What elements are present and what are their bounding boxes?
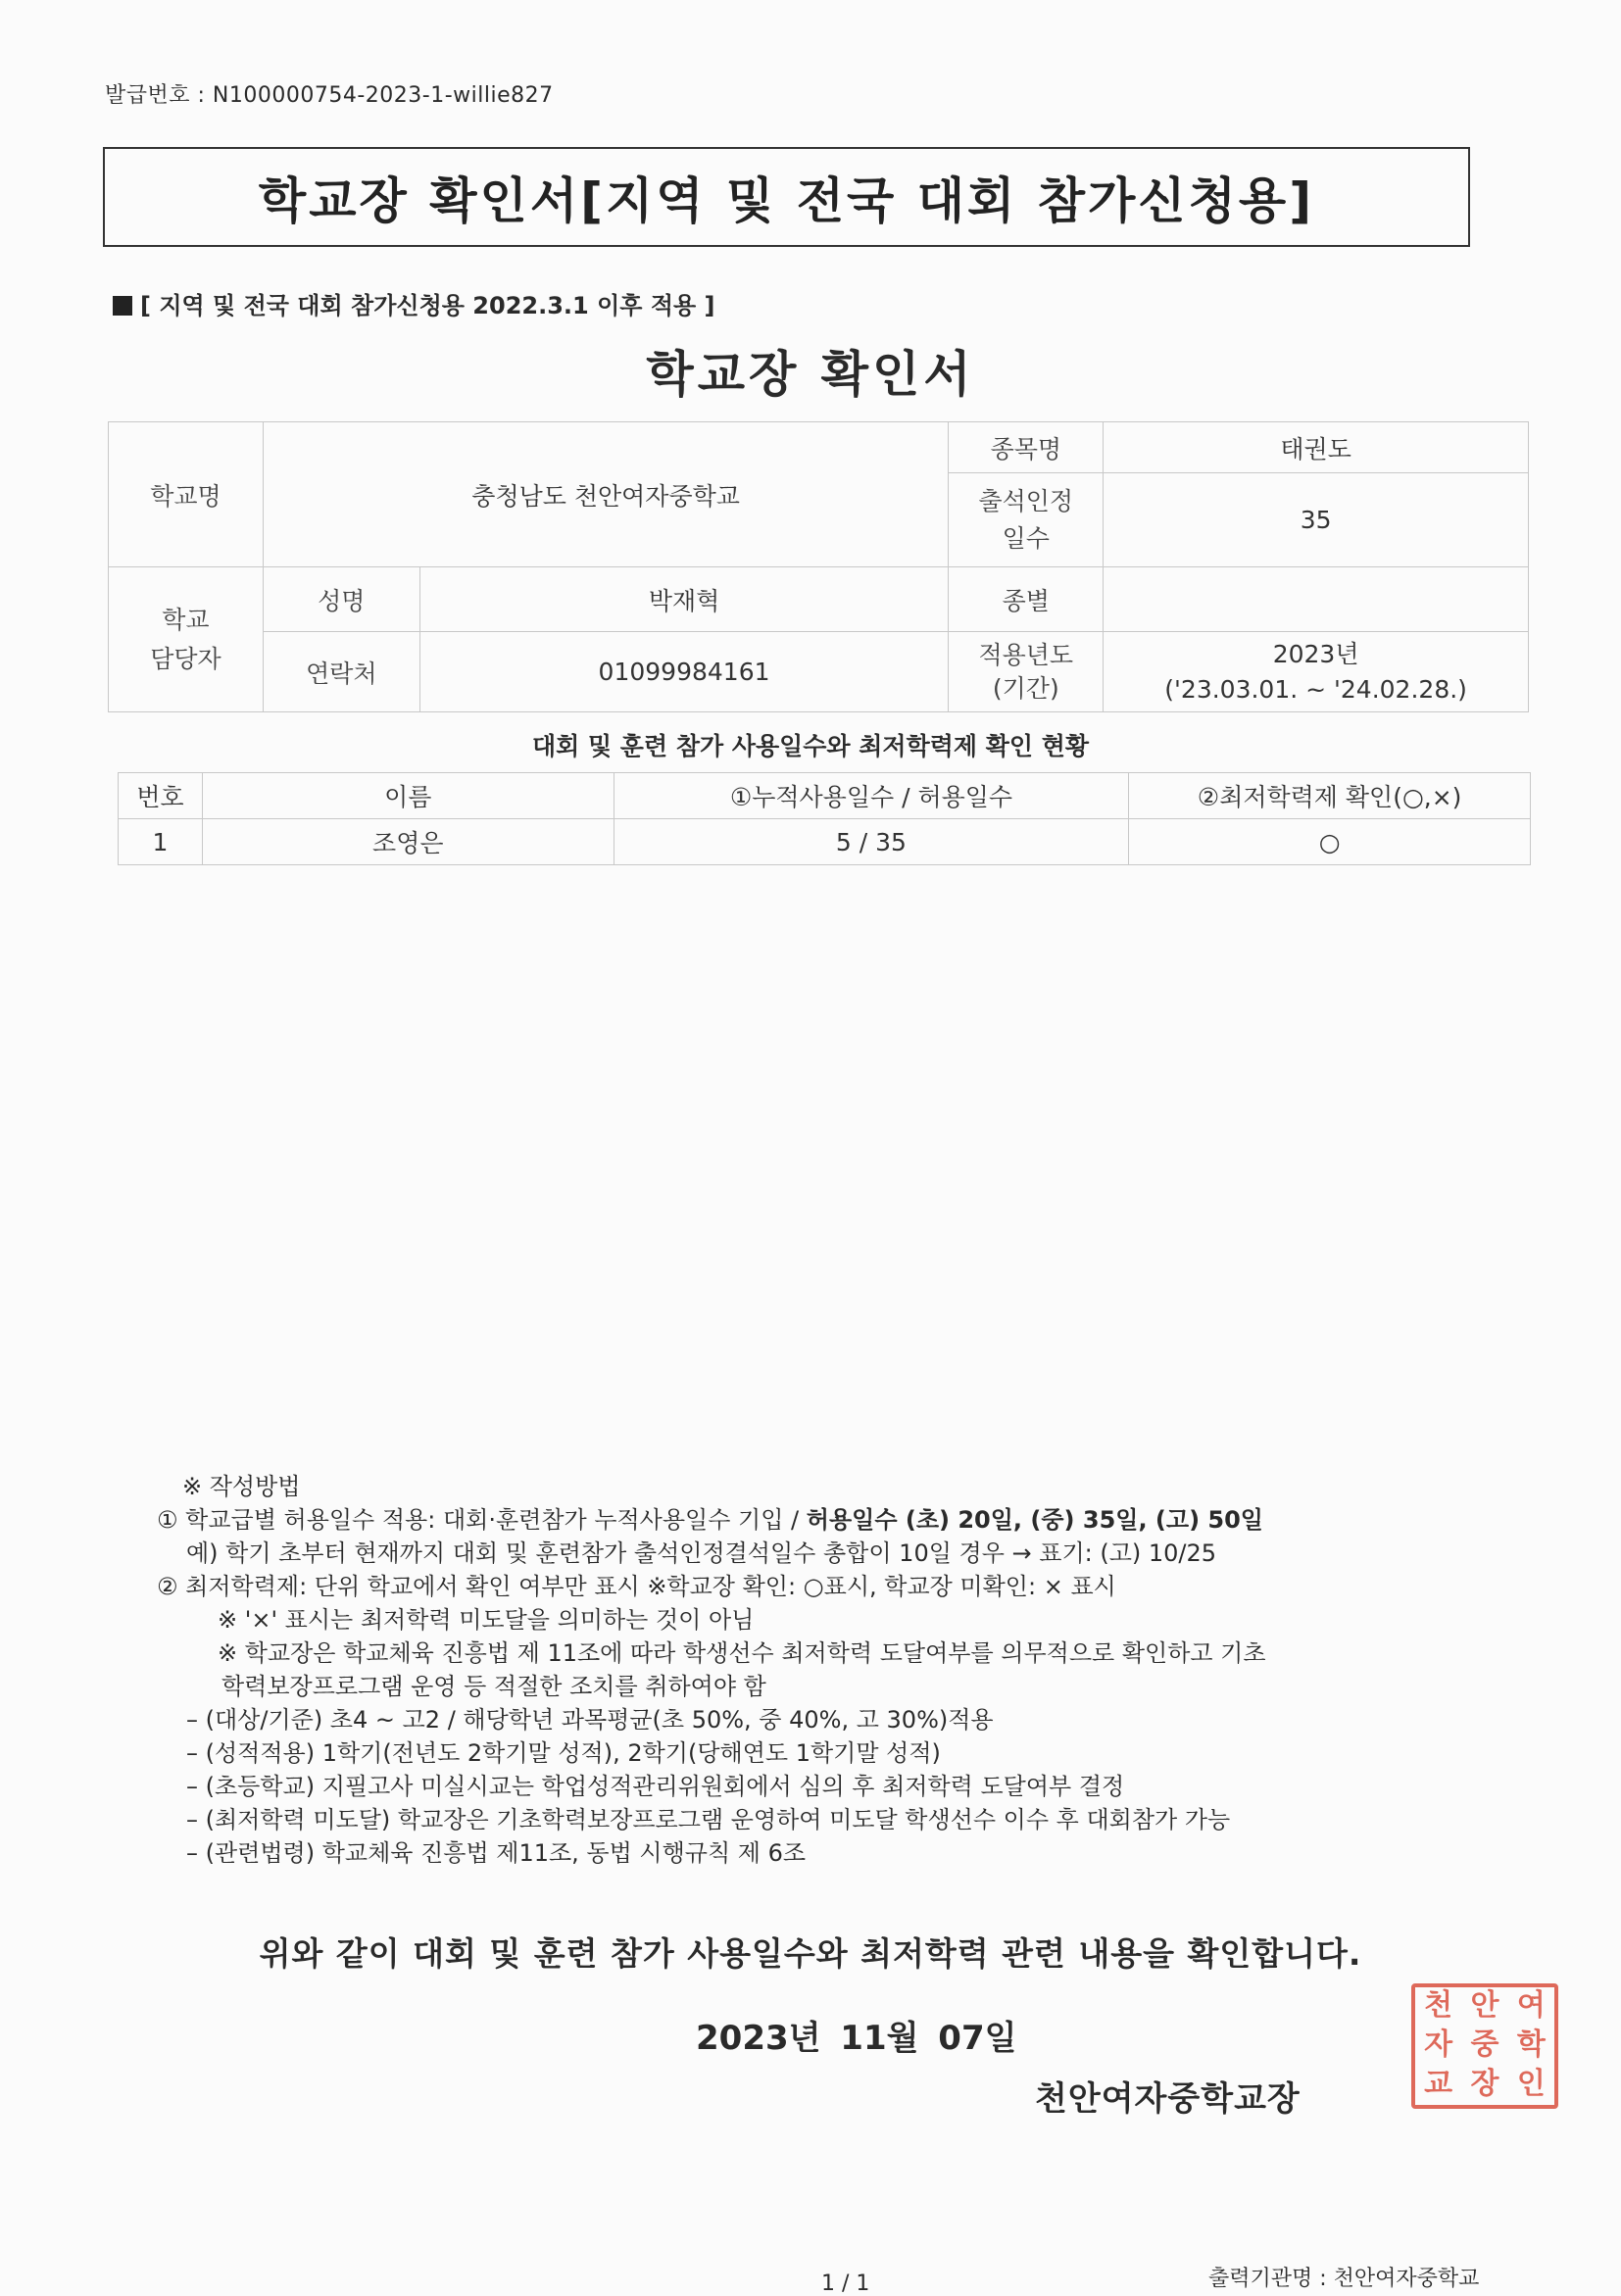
contact-value: 01099984161 xyxy=(419,632,949,712)
attendance-days-label xyxy=(949,473,1104,567)
method-line1-bold: 허용일수 (초) 20일, (중) 35일, (고) 50일 xyxy=(806,1506,1263,1534)
official-seal xyxy=(1411,1983,1558,2109)
table-row xyxy=(119,819,1531,865)
seal-char: 교 xyxy=(1424,2067,1453,2101)
seal-char: 자 xyxy=(1424,2027,1453,2062)
document-title-text: 학교장 확인서[지역 및 전국 대회 참가신청용] xyxy=(258,172,1315,229)
attendance-days-value: 35 xyxy=(1104,473,1529,567)
issue-date: 2023년 11월 07일 xyxy=(696,2019,1017,2058)
method-line xyxy=(157,1503,1266,1537)
contact-label: 연락처 xyxy=(263,632,419,712)
method-line1-text: ① 학교급별 허용일수 적용: 대회·훈련참가 누적사용일수 기입 / xyxy=(157,1506,807,1534)
manager-label xyxy=(109,567,264,712)
seal-char: 천 xyxy=(1424,1988,1453,2023)
manager-name-value: 박재혁 xyxy=(419,567,949,632)
row-name: 조영은 xyxy=(202,819,614,865)
event-label: 종목명 xyxy=(949,422,1104,473)
header-days: ①누적사용일수 / 허용일수 xyxy=(614,773,1129,819)
school-name-value: 충청남도 천안여자중학교 xyxy=(263,422,949,567)
manager-name-label: 성명 xyxy=(263,567,419,632)
sub-note xyxy=(113,286,715,320)
event-value: 태권도 xyxy=(1104,422,1529,473)
method-line: ※ '×' 표시는 최저학력 미도달을 의미하는 것이 아님 xyxy=(218,1606,755,1634)
period-value xyxy=(1104,632,1529,712)
seal-char: 중 xyxy=(1470,2027,1499,2062)
method-heading: ※ 작성방법 xyxy=(182,1473,301,1500)
header-number: 번호 xyxy=(119,773,203,819)
status-title: 대회 및 훈련 참가 사용일수와 최저학력제 확인 현황 xyxy=(531,732,1090,760)
school-info-table xyxy=(108,421,1529,712)
attendance-label-line1: 출석인정 xyxy=(978,486,1074,515)
page-number: 1 / 1 xyxy=(821,2272,870,2296)
method-line: ※ 학교장은 학교체육 진흥법 제 11조에 따라 학생선수 최저학력 도달여부를 의무적으로 확인하고 기초 xyxy=(218,1639,1266,1667)
header-name: 이름 xyxy=(202,773,614,819)
manager-label-line2: 담당자 xyxy=(150,644,221,673)
method-line: – (성적적용) 1학기(전년도 2학기말 성적), 2학기(당해연도 1학기말 성적) xyxy=(186,1739,941,1767)
row-days: 5 / 35 xyxy=(614,819,1129,865)
sub-note-text: [ 지역 및 전국 대회 참가신청용 2022.3.1 이후 적용 ] xyxy=(140,292,715,319)
seal-char: 인 xyxy=(1516,2067,1546,2101)
period-label xyxy=(949,632,1104,712)
seal-char: 여 xyxy=(1516,1988,1546,2023)
period-label-line2: (기간) xyxy=(992,673,1059,703)
seal-char: 장 xyxy=(1470,2067,1499,2101)
seal-char: 안 xyxy=(1470,1988,1499,2023)
method-line: – (관련법령) 학교체육 진흥법 제11조, 동법 시행규칙 제 6조 xyxy=(186,1839,807,1867)
square-bullet-icon xyxy=(113,296,132,316)
seal-char: 학 xyxy=(1516,2027,1546,2062)
writing-method xyxy=(157,1470,1266,1870)
school-name-label: 학교명 xyxy=(109,422,264,567)
printing-institution: 출력기관명 : 천안여자중학교 xyxy=(1208,2267,1480,2291)
row-check: ○ xyxy=(1129,819,1531,865)
method-line: ② 최저학력제: 단위 학교에서 확인 여부만 표시 ※학교장 확인: ○표시, 학교장 미확인: × 표시 xyxy=(157,1573,1116,1600)
document-title xyxy=(103,147,1470,247)
method-line: 학력보장프로그램 운영 등 적절한 조치를 취하여야 함 xyxy=(221,1673,766,1700)
method-line: – (최저학력 미도달) 학교장은 기초학력보장프로그램 운영하여 미도달 학생선수 이수 후 대회참가 가능 xyxy=(186,1806,1231,1833)
method-line: 예) 학기 초부터 현재까지 대회 및 훈련참가 출석인정결석일수 총합이 10일 경우 → 표기: (고) 10/25 xyxy=(186,1539,1217,1567)
header-check: ②최저학력제 확인(○,×) xyxy=(1129,773,1531,819)
certificate-heading: 학교장 확인서 xyxy=(646,346,975,403)
issue-number: 발급번호 : N100000754-2023-1-willie827 xyxy=(105,83,554,108)
manager-label-line1: 학교 xyxy=(162,605,210,634)
category-label: 종별 xyxy=(949,567,1104,632)
attendance-label-line2: 일수 xyxy=(1002,523,1050,553)
row-number: 1 xyxy=(119,819,203,865)
period-year: 2023년 xyxy=(1272,639,1359,668)
category-value xyxy=(1104,567,1529,632)
status-table xyxy=(118,772,1531,865)
principal-name: 천안여자중학교장 xyxy=(1035,2079,1301,2119)
method-line: – (초등학교) 지필고사 미실시교는 학업성적관리위원회에서 심의 후 최저학력 도달여부 결정 xyxy=(186,1773,1125,1800)
period-label-line1: 적용년도 xyxy=(978,640,1074,669)
method-line: – (대상/기준) 초4 ~ 고2 / 해당학년 과목평균(초 50%, 중 40%, 고 30%)적용 xyxy=(186,1706,994,1734)
period-range: ('23.03.01. ~ '24.02.28.) xyxy=(1164,674,1467,704)
confirmation-statement: 위와 같이 대회 및 훈련 참가 사용일수와 최저학력 관련 내용을 확인합니다. xyxy=(259,1934,1362,1973)
